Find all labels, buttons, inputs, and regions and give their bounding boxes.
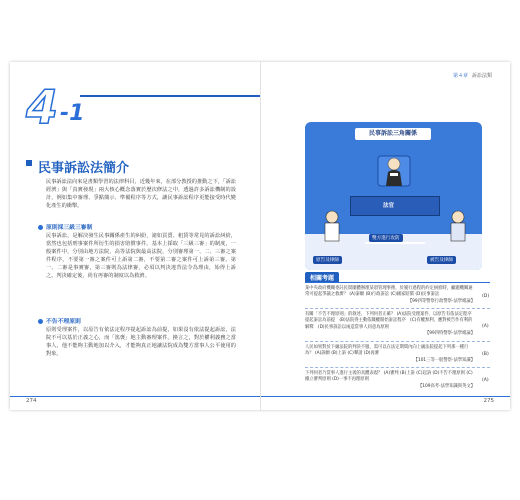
question-answer: (D): [482, 294, 490, 299]
exchange-label: 雙方進行攻防: [369, 234, 403, 242]
question-answer: (B): [482, 352, 489, 357]
question-divider: [305, 367, 490, 368]
question-item: 某中央政府機關委託民間團體辦理某項管理事務，於履行過程的約定糾紛時，顧題機關通常可提起爭議之救濟？ (A)訴願 (B)行政訴訟 (C)國家賠償 (D)民事訴訟 【99四等警察行政警察-法學緒論】: [305, 286, 475, 304]
right-page: [261, 62, 510, 410]
bullet-icon: [38, 225, 43, 230]
no-trial-paragraph: 原則受理案件，以原告有依法定程序提起訴訟為前提，如果沒有依法提起訴訟，法院不可以基於正義之心，而「篤褒」地主動審理案件。換言之，對於權利義務之當事人，他不能夠主動地加以介入，才能夠真正地讓法院成為雙方當事人公平使用的對象。: [46, 327, 236, 357]
page-number-left: 274: [26, 398, 37, 404]
footer-rule: [261, 396, 510, 397]
defendant-label: 被告及律師: [427, 256, 456, 264]
judge-bench: [350, 196, 440, 216]
judge-illustration: [375, 150, 413, 196]
header-rule: [80, 95, 260, 97]
court-diagram: [305, 122, 482, 270]
section-number: -1: [60, 101, 85, 126]
chapter-number: 4: [26, 80, 58, 134]
subheading-no-trial: 不告不理原則: [38, 316, 81, 325]
question-item: 有關「不告不理原則」的敘述，下列何者正確？ (A)法院受理案件，以原告有依法定程序提起訴訟為前提 (B)法院得主動依職權開始訴訟程序 (C)有權無利，應對被告作有利的解釋 (D)民事訴訟以兩造當事人同意為原則 【99四特警察-法學緒論】: [305, 312, 475, 337]
footer-rule: [10, 396, 260, 397]
three-tier-paragraph: 民事訴訟，是解決發生民事關係產生的糾紛，諸如買賣、租賃等常見的訴訟糾紛，當然也包括刑事案件所衍生的損害賠償事件。基本上採取「三級三審」的制度，一般案件中，分別由地方法院、高等法院與最高法院，分別審理第一、二、三審之案件程序。不要第一審之案件可上訴第二審，不要第二審之案件可上訴第三審。第一、二審是事實審，第三審則為法律審，必須以判決違背法令為理由，始得上訴之。判決確定後，尚有再審的制度以為救濟。: [46, 233, 236, 279]
plaintiff-label: 原告及律師: [313, 256, 342, 264]
intro-paragraph: 民事訴訟法向來是書類學習的法律科目，近幾年來，在部分教授的推動之下，「訴訟經濟」與「真實發現」兩大核心概念落實於歷次修法之中，透過許多訴訟機制的設計，例如集中審理、爭點簡示、準備程序等方式，讓民事訴訟程序更能接受時代變化產生的衝擊。: [46, 179, 236, 209]
diagram-title: 民事訴訟三角關係: [355, 128, 431, 140]
question-item: 下列何者乃當事人進行主義的具體表現？ (A)審判 (B)上訴 (C)起訴 (D)不告不理原則 (C)據立審判原則 (D)一事不再理原則 【109高考-法學知識與英文】: [305, 371, 475, 389]
bullet-icon: [38, 319, 43, 324]
question-divider: [305, 341, 490, 342]
question-divider: [305, 308, 490, 309]
left-page: [10, 62, 260, 410]
defendant-illustration: [445, 208, 471, 248]
section-title: 民事訴訟法簡介: [38, 157, 129, 176]
question-answer: (A): [482, 324, 489, 329]
page-number-right: 275: [483, 398, 494, 404]
book-spread: [10, 62, 510, 410]
chapter-tag: 第４章 訴訟法類: [452, 73, 492, 79]
questions-rule: [305, 282, 490, 283]
judge-label: 法官: [383, 203, 395, 209]
related-questions-heading: 相關考題: [305, 272, 339, 283]
question-item: 人民如果對於下級法院的判決不服，需可以在法定期間內向上級法院提起下列那一種行為？ (A)訴願 (B)上訴 (C)聲請 (D)再審 【101三等一般警察-法學知識】: [305, 345, 475, 363]
plaintiff-illustration: [319, 208, 345, 248]
question-answer: (A): [482, 378, 489, 383]
subheading-three-tier: 原則採三級三審制: [38, 222, 92, 231]
exchange-arrow: [365, 242, 425, 244]
